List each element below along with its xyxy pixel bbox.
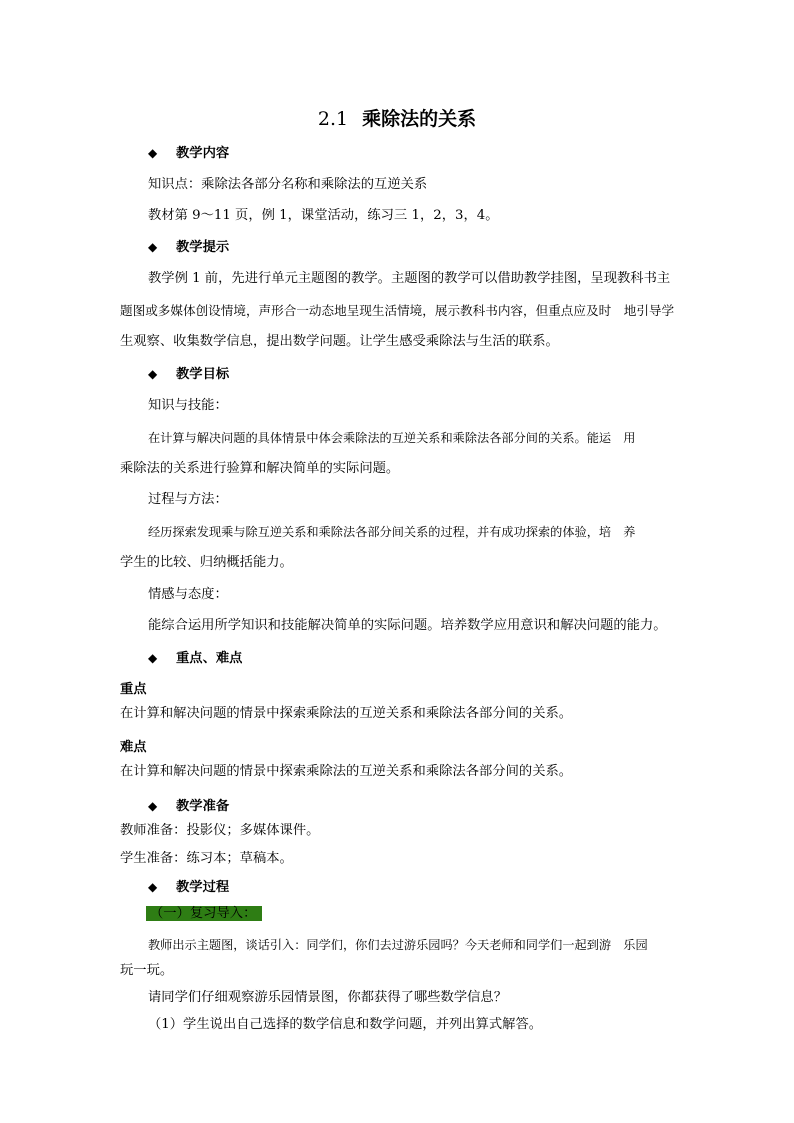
process-intro-line-2: 玩一玩。 [120,963,174,978]
process-intro-line-4: （1）学生说出自己选择的数学信息和数学问题，并列出算式解答。 [148,1017,543,1032]
difficult-label: 难点 [120,740,147,755]
teacher-prep: 教师准备：投影仪；多媒体课件。 [120,823,320,838]
section-heading-prep: ◆ 教学准备 [148,799,230,814]
diamond-bullet-icon: ◆ [148,651,158,665]
section-heading-process: ◆ 教学过程 [148,880,230,895]
title-number: 2.1 [317,108,349,130]
key-text: 在计算和解决问题的情景中探索乘除法的互逆关系和乘除法各部分间的关系。 [120,706,573,721]
section-heading-goals: ◆ 教学目标 [148,367,230,382]
knowledge-point: 知识点：乘除法各部分名称和乘除法的互逆关系 [148,177,428,192]
diamond-bullet-icon: ◆ [148,240,158,254]
tips-line-1: 教学例 1 前，先进行单元主题图的教学。主题图的教学可以借助教学挂图，呈现教科书主 [148,271,671,286]
skills-line-1: 在计算与解决问题的具体情景中体会乘除法的互逆关系和乘除法各部分间的关系。能运 用 [148,431,636,445]
emotion-label: 情感与态度： [148,587,228,602]
process-intro-line-3: 请同学们仔细观察游乐园情景图，你都获得了哪些数学信息？ [148,990,508,1005]
tips-line-2: 题图或多媒体创设情境，声形合一动态地呈现生活情境，展示教科书内容，但重点应及时 地引导学 [120,303,675,318]
textbook-pages: 教材第 9～11 页，例 1，课堂活动，练习三 1，2，3，4。 [148,208,499,223]
difficult-text: 在计算和解决问题的情景中探索乘除法的互逆关系和乘除法各部分间的关系。 [120,764,573,779]
process-intro-line-1: 教师出示主题图，谈话引入：同学们，你们去过游乐园吗？今天老师和同学们一起到游 乐园 [148,938,648,952]
section-heading-tips: ◆ 教学提示 [148,240,230,255]
tips-line-3: 生观察、收集数学信息，提出数学问题。让学生感受乘除法与生活的联系。 [120,334,559,349]
emotion-line-1: 能综合运用所学知识和技能解决简单的实际问题。培养数学应用意识和解决问题的能力。 [148,618,667,633]
diamond-bullet-icon: ◆ [148,146,158,160]
step-1-heading [146,905,262,923]
diamond-bullet-icon: ◆ [148,880,158,894]
process-label: 过程与方法： [148,492,228,507]
skills-label: 知识与技能： [148,398,228,413]
skills-line-2: 乘除法的关系进行验算和解决简单的实际问题。 [120,461,400,476]
section-heading-key-points: ◆ 重点、难点 [148,651,243,666]
section-heading-content: ◆ 教学内容 [148,146,230,161]
diamond-bullet-icon: ◆ [148,367,158,381]
diamond-bullet-icon: ◆ [148,799,158,813]
title-text: 乘除法的关系 [362,108,477,130]
process-line-2: 学生的比较、归纳概括能力。 [120,555,293,570]
page-title [0,104,794,131]
key-label: 重点 [120,682,147,697]
process-line-1: 经历探索发现乘与除互逆关系和乘除法各部分间关系的过程，并有成功探索的体验，培 养 [148,525,636,539]
step-1-highlight: （一）复习导入： [146,906,262,921]
student-prep: 学生准备：练习本；草稿本。 [120,851,293,866]
